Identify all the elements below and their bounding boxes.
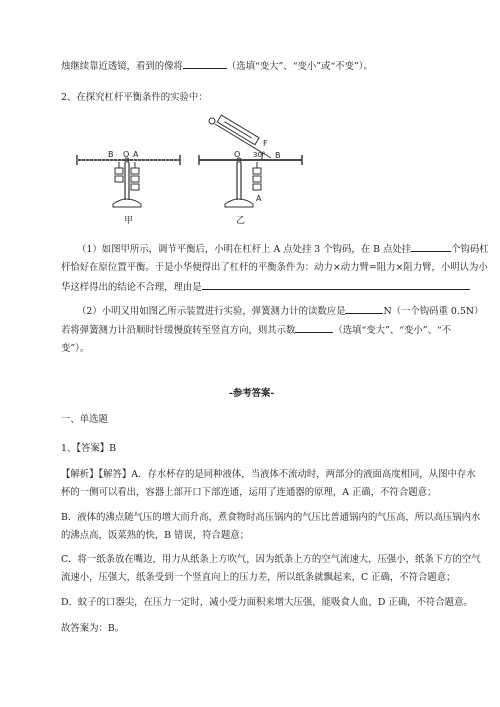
svg-text:A: A [133,150,139,159]
text-line: 华这样得出的结论不合理，理由是 [61,280,470,294]
explanation-line: 的沸点高，饭菜熟的快，B 错误，符合题意； [61,530,249,541]
explanation-line: 杯的一侧可以看出，容器上部开口下部连通，运用了连通器的原理，A 正确，不符合题意； [61,487,437,498]
text-line: （2）小明又用如图乙所示装置进行实验，弹簧测力计的读数应是 N（一个钩码重 0.5N） [77,306,484,317]
answers-title: -参考答案- [229,388,275,399]
text-line: 若将弹簧测力计沿顺时针缓慢旋转至竖直方向，则其示数 （选填“变大”、“变小”、“不 [61,325,452,336]
text-line: 变”）。 [61,343,90,354]
explanation-line: C．将一纸条放在嘴边，用力从纸条上方吹气，因为纸条上方的空气流速大，压强小，纸条下方的空气 [61,554,481,565]
answer-blank [183,59,227,69]
answer-line: 1、【答案】B [61,443,117,454]
svg-text:O: O [234,150,241,159]
text-line: 烛继续靠近透镜，看到的像将 （选填“变大”、“变小”或“不变”）。 [61,61,373,72]
svg-text:F: F [263,139,268,148]
question-2-title: 2、在探究杠杆平衡条件的实验中： [61,92,208,103]
explanation-line: D．蚊子的口器尖，在压力一定时，减小受力面积来增大压强，能吸食人血，D 正确，不符合题意。 [61,597,473,608]
svg-text:30°: 30° [253,151,266,159]
svg-text:甲: 甲 [124,216,134,226]
explanation-line: 流速小，压强大，纸条受到一个竖直向上的压力差，所以纸条就飘起来，C 正确，不符合题意； [61,572,456,583]
svg-text:A: A [256,194,262,203]
answer-blank [345,304,383,314]
svg-text:O: O [123,150,130,159]
answer-blank [295,323,333,333]
answer-blank [411,242,451,252]
svg-text:乙: 乙 [236,216,246,226]
lever-figure [75,112,305,232]
answer-blank [202,280,470,290]
text-line: （1）如图甲所示，调节平衡后，小明在杠杆上 A 点处挂 3 个钩码，在 B 点处挂 个钩码杠 [77,244,489,255]
text-line: 杆恰好在原位置平衡。于是小华便得出了杠杆的平衡条件为：动力×动力臂=阻力×阻力臂，小明认为小 [61,262,488,273]
svg-text:B: B [275,151,281,160]
explanation-line: B．液体的沸点随气压的增大而升高，煮食物时高压锅内的气压比普通锅内的气压高，所以高压锅内水 [61,512,481,523]
explanation-line: 【解析】【解答】A．存水杯存的是同种液体，当液体不流动时，两部分的液面高度相同，从图中存水 [61,469,476,480]
svg-text:B: B [108,150,114,159]
section-title: 一、单选题 [61,414,108,425]
conclusion-line: 故答案为：B。 [61,623,125,634]
